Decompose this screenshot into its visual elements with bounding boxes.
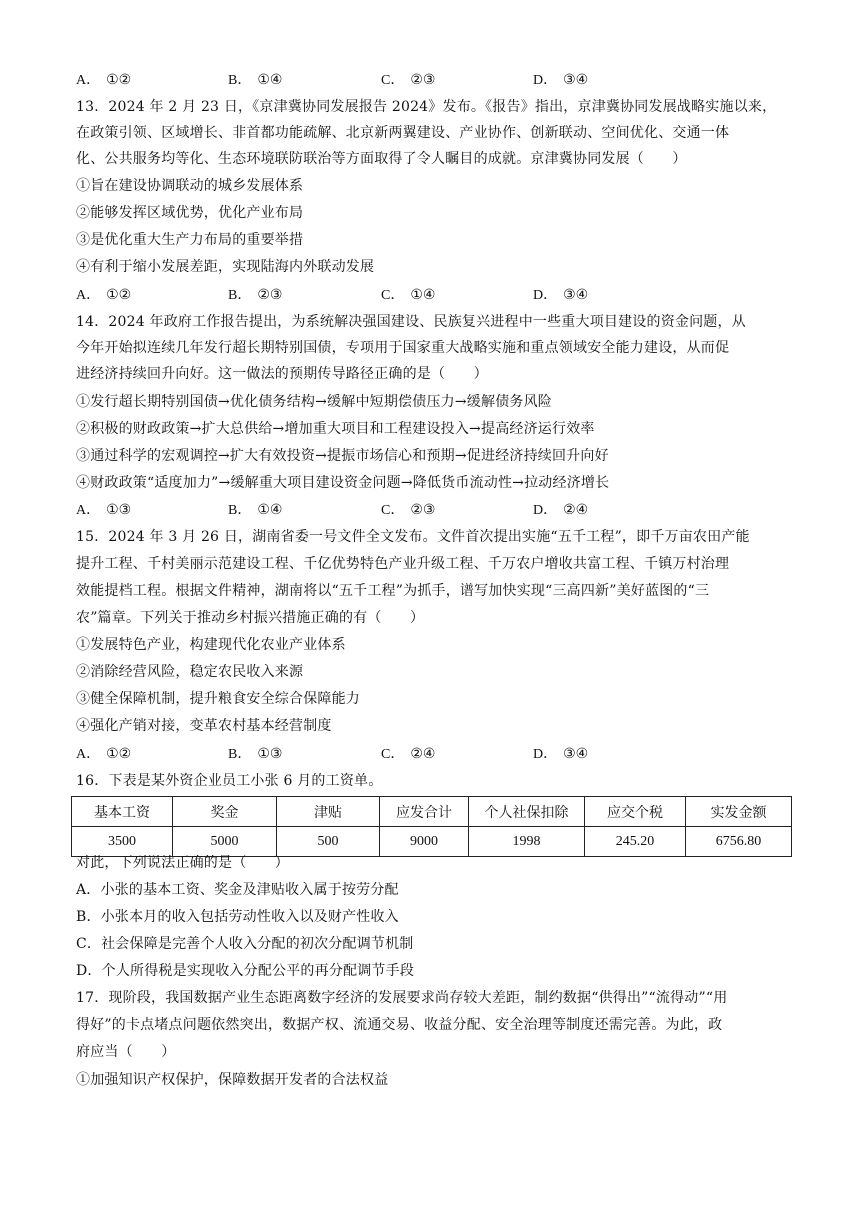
q13-option-d[interactable]: D． ③④ bbox=[533, 287, 589, 303]
q13-option-b[interactable]: B． ②③ bbox=[228, 287, 283, 303]
salary-header-cell: 应发合计 bbox=[380, 797, 469, 827]
q12-option-b[interactable]: B． ①④ bbox=[228, 72, 283, 88]
q14-stem-line-2: 今年开始拟连续几年发行超长期特别国债，专项用于国家重大战略实施和重点领域安全能力建设，从而促 bbox=[76, 340, 730, 356]
q13-stem-line-1: 13．2024 年 2 月 23 日，《京津冀协同发展报告 2024》发布。《报告》指出，京津冀协同发展战略实施以来， bbox=[76, 99, 777, 115]
salary-value-cell: 6756.80 bbox=[686, 827, 792, 857]
q15-statement-3: ③健全保障机制，提升粮食安全综合保障能力 bbox=[76, 691, 360, 707]
salary-header-cell: 实发金额 bbox=[686, 797, 792, 827]
q14-option-b[interactable]: B． ①④ bbox=[228, 502, 283, 518]
q15-stem-line-1: 15．2024 年 3 月 26 日，湖南省委一号文件全文发布。文件首次提出实施“五千工程”，即千万亩农田产能 bbox=[76, 529, 750, 545]
salary-value-cell: 3500 bbox=[72, 827, 173, 857]
q15-stem-line-2: 提升工程、千村美丽示范建设工程、千亿优势特色产业升级工程、千万农户增收共富工程、千镇万村治理 bbox=[76, 556, 730, 572]
q16-choice-d[interactable]: D．个人所得税是实现收入分配公平的再分配调节手段 bbox=[76, 963, 415, 979]
q15-statement-1: ①发展特色产业，构建现代化农业产业体系 bbox=[76, 637, 346, 653]
q17-stem-line-3: 府应当（ ） bbox=[76, 1044, 176, 1060]
q12-option-c[interactable]: C． ②③ bbox=[381, 72, 436, 88]
q14-statement-4: ④财政政策“适度加力”→缓解重大项目建设资金问题→降低货币流动性→拉动经济增长 bbox=[76, 475, 610, 491]
q13-option-a[interactable]: A． ①② bbox=[76, 287, 132, 303]
salary-header-cell: 基本工资 bbox=[72, 797, 173, 827]
q15-stem-line-3: 效能提档工程。根据文件精神，湖南将以“五千工程”为抓手，谱写加快实现“三高四新”美好蓝图的“三 bbox=[76, 583, 710, 599]
q14-stem-line-3: 进经济持续回升向好。这一做法的预期传导路径正确的是（ ） bbox=[76, 366, 488, 382]
q17-statement-1: ①加强知识产权保护，保障数据开发者的合法权益 bbox=[76, 1072, 389, 1088]
q13-statement-3: ③是优化重大生产力布局的重要举措 bbox=[76, 232, 304, 248]
salary-header-cell: 奖金 bbox=[173, 797, 277, 827]
q13-statement-1: ①旨在建设协调联动的城乡发展体系 bbox=[76, 178, 304, 194]
q15-statement-2: ②消除经营风险，稳定农民收入来源 bbox=[76, 664, 304, 680]
salary-value-cell: 5000 bbox=[173, 827, 277, 857]
q15-option-a[interactable]: A． ①② bbox=[76, 746, 132, 762]
q17-stem-line-2: 得好”的卡点堵点问题依然突出，数据产权、流通交易、收益分配、安全治理等制度还需完善。为此，政 bbox=[76, 1017, 723, 1033]
q14-statement-2: ②积极的财政政策→扩大总供给→增加重大项目和工程建设投入→提高经济运行效率 bbox=[76, 421, 595, 437]
salary-value-cell: 9000 bbox=[380, 827, 469, 857]
q13-stem-line-2: 在政策引领、区域增长、非首都功能疏解、北京新两翼建设、产业协作、创新联动、空间优化、交通一体 bbox=[76, 125, 730, 141]
q14-option-a[interactable]: A． ①③ bbox=[76, 502, 132, 518]
q16-choice-c[interactable]: C．社会保障是完善个人收入分配的初次分配调节机制 bbox=[76, 936, 414, 952]
salary-value-cell: 500 bbox=[277, 827, 380, 857]
salary-value-cell: 1998 bbox=[469, 827, 585, 857]
q13-option-c[interactable]: C． ①④ bbox=[381, 287, 436, 303]
q15-option-c[interactable]: C． ②④ bbox=[381, 746, 436, 762]
q14-option-c[interactable]: C． ②③ bbox=[381, 502, 436, 518]
q13-stem-line-3: 化、公共服务均等化、生态环境联防联治等方面取得了令人瞩目的成就。京津冀协同发展（ ） bbox=[76, 151, 687, 167]
q13-statement-4: ④有利于缩小发展差距，实现陆海内外联动发展 bbox=[76, 259, 375, 275]
q16-intro: 16．下表是某外资企业员工小张 6 月的工资单。 bbox=[76, 773, 383, 789]
q16-question: 对此，下列说法正确的是（ ） bbox=[76, 855, 289, 871]
q12-option-d[interactable]: D． ③④ bbox=[533, 72, 589, 88]
q14-stem-line-1: 14．2024 年政府工作报告提出，为系统解决强国建设、民族复兴进程中一些重大项目建设的资金问题，从 bbox=[76, 314, 746, 330]
q15-option-d[interactable]: D． ③④ bbox=[533, 746, 589, 762]
salary-header-cell: 个人社保扣除 bbox=[469, 797, 585, 827]
q14-statement-3: ③通过科学的宏观调控→扩大有效投资→提振市场信心和预期→促进经济持续回升向好 bbox=[76, 448, 609, 464]
salary-value-cell: 245.20 bbox=[585, 827, 686, 857]
salary-table-header-row bbox=[72, 797, 792, 827]
salary-header-cell: 津贴 bbox=[277, 797, 380, 827]
q16-choice-b[interactable]: B．小张本月的收入包括劳动性收入以及财产性收入 bbox=[76, 909, 399, 925]
salary-header-cell: 应交个税 bbox=[585, 797, 686, 827]
salary-table bbox=[71, 796, 792, 857]
q12-option-a[interactable]: A． ①② bbox=[76, 72, 132, 88]
q15-statement-4: ④强化产销对接，变革农村基本经营制度 bbox=[76, 718, 332, 734]
q13-statement-2: ②能够发挥区域优势，优化产业布局 bbox=[76, 205, 304, 221]
q14-option-d[interactable]: D． ②④ bbox=[533, 502, 589, 518]
q14-statement-1: ①发行超长期特别国债→优化债务结构→缓解中短期偿债压力→缓解债务风险 bbox=[76, 394, 552, 410]
q15-option-b[interactable]: B． ①③ bbox=[228, 746, 283, 762]
q17-stem-line-1: 17．现阶段，我国数据产业生态距离数字经济的发展要求尚存较大差距，制约数据“供得出”“流得动”“用 bbox=[76, 990, 728, 1006]
q16-choice-a[interactable]: A．小张的基本工资、奖金及津贴收入属于按劳分配 bbox=[76, 882, 399, 898]
q15-stem-line-4: 农”篇章。下列关于推动乡村振兴措施正确的有（ ） bbox=[76, 610, 425, 626]
